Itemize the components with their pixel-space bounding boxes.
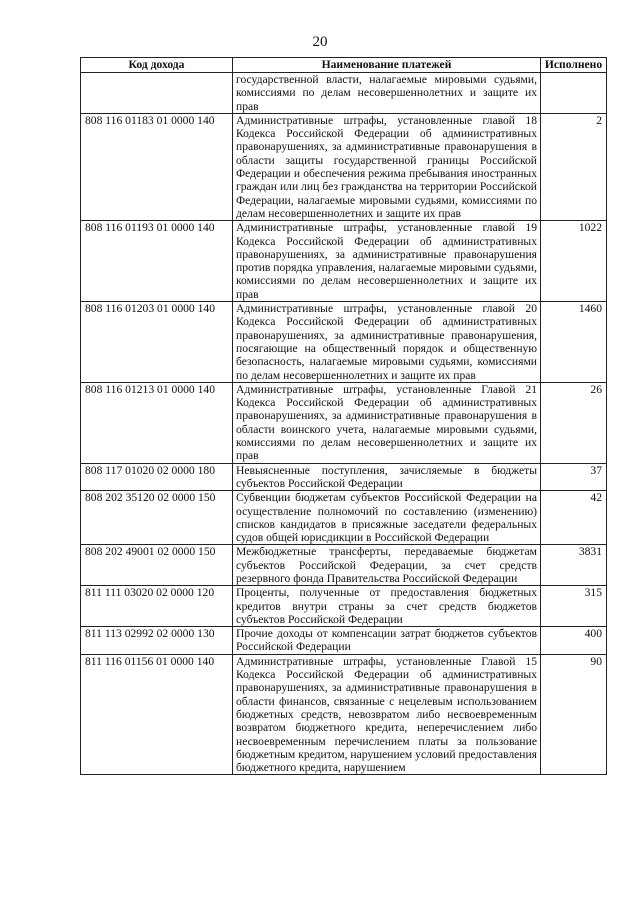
- payment-name: Административные штрафы, установленные главой 20 Кодекса Российской Федерации об административных правонарушениях, за административные правонарушения, посягающие на общественный порядок и общественную безопасность, налагаемые мировыми судьями, комиссиями по делам несовершеннолетних и защите их прав: [233, 302, 541, 383]
- executed-amount: 37: [541, 463, 607, 491]
- executed-amount: 2: [541, 113, 607, 220]
- executed-amount: 1460: [541, 302, 607, 383]
- revenue-code: 808 116 01213 01 0000 140: [81, 382, 233, 463]
- table-row: [81, 73, 607, 114]
- table-row: [81, 302, 607, 383]
- executed-amount: 26: [541, 382, 607, 463]
- revenue-code: 808 202 49001 02 0000 150: [81, 545, 233, 586]
- payment-name: Невыясненные поступления, зачисляемые в бюджеты субъектов Российской Федерации: [233, 463, 541, 491]
- revenue-code: 811 116 01156 01 0000 140: [81, 654, 233, 775]
- table-row: [81, 221, 607, 302]
- payment-name: Субвенции бюджетам субъектов Российской Федерации на осуществление полномочий по составлению (изменению) списков кандидатов в присяжные заседатели федеральных судов общей юрисдикции в Российской Федерации: [233, 491, 541, 545]
- executed-amount: 42: [541, 491, 607, 545]
- table-row: [81, 113, 607, 220]
- executed-amount: 315: [541, 586, 607, 627]
- payment-name: Межбюджетные трансферты, передаваемые бюджетам субъектов Российской Федерации, за счет средств резервного фонда Правительства Российской Федерации: [233, 545, 541, 586]
- header-code: Код дохода: [81, 58, 233, 73]
- payment-name: Административные штрафы, установленные главой 18 Кодекса Российской Федерации об административных правонарушениях, за административные правонарушения в области защиты государственной границы Российской Федерации и обеспечения режима пребывания иностранных граждан или лиц без гражданства на территории Российской Федерации, налагаемые мировыми судьями, комиссиями по делам несовершеннолетних и защите их прав: [233, 113, 541, 220]
- revenue-code: 808 202 35120 02 0000 150: [81, 491, 233, 545]
- executed-amount: 90: [541, 654, 607, 775]
- page-number: 20: [312, 34, 328, 50]
- revenue-code: 808 117 01020 02 0000 180: [81, 463, 233, 491]
- executed-amount: 3831: [541, 545, 607, 586]
- executed-amount: 1022: [541, 221, 607, 302]
- revenue-code: 811 111 03020 02 0000 120: [81, 586, 233, 627]
- table-row: [81, 654, 607, 775]
- table-row: [81, 491, 607, 545]
- table-row: [81, 545, 607, 586]
- executed-amount: 400: [541, 627, 607, 655]
- revenue-code: [81, 73, 233, 114]
- revenue-code: 808 116 01203 01 0000 140: [81, 302, 233, 383]
- table-row: [81, 586, 607, 627]
- revenue-code: 808 116 01193 01 0000 140: [81, 221, 233, 302]
- table-row: [81, 627, 607, 655]
- payment-name: Административные штрафы, установленные главой 19 Кодекса Российской Федерации об административных правонарушениях, за административные правонарушения против порядка управления, налагаемые мировыми судьями, комиссиями по делам несовершеннолетних и защите их прав: [233, 221, 541, 302]
- revenue-code: 811 113 02992 02 0000 130: [81, 627, 233, 655]
- table-row: [81, 382, 607, 463]
- revenue-code: 808 116 01183 01 0000 140: [81, 113, 233, 220]
- payment-name: Прочие доходы от компенсации затрат бюджетов субъектов Российской Федерации: [233, 627, 541, 655]
- revenue-table: [80, 57, 607, 775]
- header-amount: Исполнено: [541, 58, 607, 73]
- table-header-row: [81, 58, 607, 73]
- table-row: [81, 463, 607, 491]
- payment-name: Административные штрафы, установленные Главой 21 Кодекса Российской Федерации об административных правонарушениях, за административные правонарушения в области воинского учета, налагаемые мировыми судьями, комиссиями по делам несовершеннолетних и защите их прав: [233, 382, 541, 463]
- payment-name: Административные штрафы, установленные Главой 15 Кодекса Российской Федерации об административных правонарушениях, за административные правонарушения в области финансов, связанные с нецелевым использованием бюджетных средств, невозвратом либо несвоевременным возвратом бюджетного кредита, неперечислением либо несвоевременным перечислением платы за пользование бюджетным кредитом, нарушением условий предоставления бюджетного кредита, нарушением: [233, 654, 541, 775]
- payment-name: Проценты, полученные от предоставления бюджетных кредитов внутри страны за счет средств бюджетов субъектов Российской Федерации: [233, 586, 541, 627]
- payment-name: государственной власти, налагаемые мировыми судьями, комиссиями по делам несовершеннолетних и защите их прав: [233, 73, 541, 114]
- header-name: Наименование платежей: [233, 58, 541, 73]
- executed-amount: [541, 73, 607, 114]
